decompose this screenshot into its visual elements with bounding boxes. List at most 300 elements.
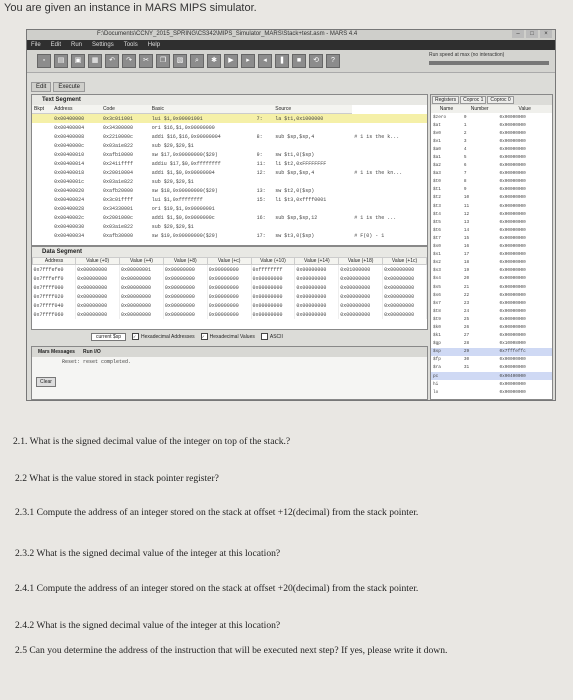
register-value[interactable]: 0x00000000 <box>499 308 526 314</box>
data-address-cell: 0x7fffeff0 <box>33 274 76 283</box>
register-value[interactable]: 0x00000000 <box>499 114 526 120</box>
text-segment-cell-1: 0x2001000c <box>102 214 133 221</box>
text-segment-cell-4: li $t3,0xffff0001 <box>275 196 327 203</box>
find-icon[interactable]: ⌕ <box>190 54 204 68</box>
text-segment-cell-5 <box>352 150 427 159</box>
data-value-cell: 0x00000000 <box>295 265 339 275</box>
breakpoint-checkbox[interactable] <box>32 141 52 150</box>
register-name: $fp <box>433 357 441 363</box>
text-segment-cell-4: sw $t3,0($sp) <box>275 232 315 239</box>
register-value[interactable]: 0x00000000 <box>499 155 526 161</box>
tab-coproc1[interactable]: Coproc 1 <box>460 96 486 104</box>
text-segment-cell-0: 0x00400010 <box>54 151 85 158</box>
table-row[interactable] <box>32 204 427 213</box>
data-address-cell: 0x7ffff040 <box>33 301 76 310</box>
save-icon[interactable]: ▣ <box>71 54 85 68</box>
text-segment-cell-1: 0x20010004 <box>102 169 133 176</box>
register-number: 23 <box>463 300 470 306</box>
register-value[interactable]: 0x00000000 <box>499 211 526 217</box>
table-row[interactable] <box>32 123 427 132</box>
register-number: 5 <box>463 155 467 161</box>
text-segment-cell-1: 0x3c01ffff <box>102 196 133 203</box>
breakpoint-checkbox[interactable] <box>32 195 52 204</box>
register-value[interactable]: 0x00000000 <box>499 381 526 387</box>
text-segment-cell-0: 0x0040000c <box>54 142 85 149</box>
text-segment-cell-3: 11: <box>256 160 266 167</box>
print-icon[interactable]: ▦ <box>88 54 102 68</box>
register-number: 15 <box>463 235 470 241</box>
text-segment-cell-2: ori $19,$1,0x00000001 <box>151 205 215 212</box>
text-segment-cell-2: addi $16,$16,0x00000004 <box>151 133 221 140</box>
text-segment-cell-4: sub $sp,$sp,12 <box>275 214 318 221</box>
hex-addresses-label: Hexadecimal Addresses <box>141 333 195 340</box>
register-number: 20 <box>463 276 470 282</box>
register-value[interactable]: 0x00000000 <box>499 333 526 339</box>
text-segment-cell-4: sw $t1,0($sp) <box>275 151 315 158</box>
text-segment-cell-0: 0x00400024 <box>54 196 85 203</box>
messages-panel <box>31 346 428 400</box>
register-value[interactable]: 0x00000000 <box>499 171 526 177</box>
table-row <box>33 274 427 283</box>
table-row[interactable] <box>32 222 427 231</box>
question-2-3-1: 2.3.1 Compute the address of an integer stored on the stack at offset +12(decimal) from the stack pointer. <box>15 507 419 518</box>
table-row <box>431 275 552 283</box>
data-value-cell: 0x00000000 <box>251 301 295 310</box>
register-name: $t1 <box>433 187 441 193</box>
data-segment-title: Data Segment <box>32 247 427 257</box>
pause-icon[interactable]: ❚ <box>275 54 289 68</box>
register-value[interactable]: 0x00000000 <box>499 187 526 193</box>
menu-settings[interactable]: Settings <box>92 42 114 48</box>
table-row <box>431 332 552 340</box>
table-row[interactable] <box>32 159 427 168</box>
text-segment-cell-4: sub $sp,$sp,4 <box>275 133 315 140</box>
data-value-cell: 0x00000000 <box>120 310 164 319</box>
data-value-cell: 0x00000000 <box>339 274 383 283</box>
data-segment-header-2: Value (+4) <box>120 258 164 265</box>
register-value[interactable]: 0x00000000 <box>499 252 526 258</box>
data-value-cell: 0xffffffff <box>251 265 295 275</box>
text-segment-cell-4: la $t1,0x1000000 <box>273 114 352 124</box>
register-value[interactable]: 0x00000000 <box>499 357 526 363</box>
register-name: $zero <box>433 114 447 120</box>
register-number: 24 <box>463 308 470 314</box>
data-segment-header-3: Value (+8) <box>163 258 207 265</box>
text-segment-cell-5 <box>352 159 427 168</box>
register-name: $s3 <box>433 268 441 274</box>
register-name: $s5 <box>433 284 441 290</box>
paste-icon[interactable]: ▧ <box>173 54 187 68</box>
breakpoint-checkbox[interactable] <box>32 150 52 159</box>
data-value-cell: 0x00000000 <box>295 310 339 319</box>
table-row[interactable] <box>32 186 427 195</box>
register-name: $a3 <box>433 171 441 177</box>
table-row <box>431 121 552 129</box>
text-segment-title: Text Segment <box>32 95 427 105</box>
text-segment-cell-0: 0x00400000 <box>52 114 101 124</box>
breakpoint-checkbox[interactable] <box>32 123 52 132</box>
table-row <box>431 202 552 210</box>
ascii-checkbox[interactable] <box>261 333 283 340</box>
question-2-4-1: 2.4.1 Compute the address of an integer stored on the stack at offset +20(decimal) from the stack pointer. <box>15 583 419 594</box>
breakpoint-checkbox[interactable] <box>32 132 52 141</box>
tab-coproc0[interactable]: Coproc 0 <box>487 96 513 104</box>
register-value[interactable]: 0x00000000 <box>499 203 526 209</box>
table-row <box>431 178 552 186</box>
text-segment-table <box>32 105 427 240</box>
table-row <box>431 226 552 234</box>
data-value-cell: 0x00000000 <box>163 310 207 319</box>
breakpoint-checkbox[interactable] <box>32 204 52 213</box>
table-row <box>431 259 552 267</box>
menu-tools[interactable]: Tools <box>123 42 138 48</box>
register-value[interactable]: 0x00000000 <box>499 300 526 306</box>
register-value[interactable]: 0x00000000 <box>499 195 526 201</box>
register-value[interactable]: 0x00000000 <box>499 235 526 241</box>
register-value[interactable]: 0x00000000 <box>499 227 526 233</box>
menu-run[interactable]: Run <box>71 42 83 48</box>
table-row[interactable] <box>32 114 427 124</box>
text-segment-cell-5 <box>352 141 427 150</box>
breakpoint-checkbox[interactable] <box>32 222 52 231</box>
undo-icon[interactable]: ↶ <box>105 54 119 68</box>
register-value[interactable]: 0x00000000 <box>499 163 526 169</box>
breakpoint-checkbox[interactable] <box>32 186 52 195</box>
data-value-cell: 0x00000000 <box>383 265 427 275</box>
text-segment-cell-1: 0xafb30000 <box>102 232 133 239</box>
text-segment-cell-3: 7: <box>255 114 274 124</box>
register-number: 16 <box>463 244 470 250</box>
register-value[interactable]: 0x00000000 <box>499 244 526 250</box>
table-row <box>431 170 552 178</box>
register-value[interactable]: 0x00000000 <box>499 179 526 185</box>
register-value[interactable]: 0x00000000 <box>499 389 526 395</box>
register-name: lo <box>433 389 439 395</box>
tab-execute[interactable]: Execute <box>53 82 85 92</box>
table-row[interactable] <box>32 231 427 240</box>
data-value-cell: 0x00000000 <box>251 310 295 319</box>
data-value-cell: 0x00000000 <box>120 283 164 292</box>
minimize-icon[interactable]: – <box>512 30 524 38</box>
register-number: 10 <box>463 195 470 201</box>
data-value-cell: 0x00000000 <box>207 283 251 292</box>
text-segment-cell-4 <box>273 177 352 186</box>
table-row <box>431 291 552 299</box>
text-segment-cell-0: 0x0040001c <box>54 178 85 185</box>
register-value[interactable]: 0x00000000 <box>499 268 526 274</box>
tab-mars-messages[interactable]: Mars Messages <box>38 349 75 355</box>
text-segment-cell-1: 0x03a1e822 <box>102 142 133 149</box>
data-value-cell: 0x00000000 <box>295 283 339 292</box>
cut-icon[interactable]: ✂ <box>139 54 153 68</box>
new-file-icon[interactable]: ▫ <box>37 54 51 68</box>
question-2-5: 2.5 Can you determine the address of the instruction that will be executed next step? If yes, please write it down. <box>15 645 448 656</box>
copy-icon[interactable]: ❐ <box>156 54 170 68</box>
question-2-2: 2.2 What is the value stored in stack pointer register? <box>15 473 219 484</box>
data-value-cell: 0x00000000 <box>76 310 120 319</box>
text-segment-cell-2: sw $19,0x00000000($29) <box>151 232 218 239</box>
open-file-icon[interactable]: ▤ <box>54 54 68 68</box>
backstep-icon[interactable]: ◂ <box>258 54 272 68</box>
data-address-cell: 0x7ffff060 <box>33 310 76 319</box>
register-number: 29 <box>462 348 498 356</box>
data-value-cell: 0x01000000 <box>339 265 383 275</box>
data-segment-panel <box>31 246 428 330</box>
table-row <box>431 210 552 218</box>
text-segment-cell-1: 0x2411ffff <box>102 160 133 167</box>
data-value-cell: 0x00000000 <box>76 292 120 301</box>
text-segment-cell-0: 0x00400028 <box>54 205 85 212</box>
breakpoint-checkbox[interactable] <box>32 168 52 177</box>
register-value[interactable]: 0x00000000 <box>499 324 526 330</box>
text-segment-cell-2: sub $29,$29,$1 <box>151 178 194 185</box>
data-value-cell: 0x00000000 <box>383 310 427 319</box>
text-segment-cell-2: addi $1,$0,0x0000000c <box>151 214 215 221</box>
data-value-cell: 0x00000000 <box>120 301 164 310</box>
messages-text: Reset: reset completed. <box>62 359 132 365</box>
register-value[interactable]: 0x00400000 <box>497 372 552 380</box>
table-row <box>431 340 552 348</box>
data-value-cell: 0x00000000 <box>120 292 164 301</box>
data-value-cell: 0x00000000 <box>383 292 427 301</box>
data-value-cell: 0x00000000 <box>295 292 339 301</box>
text-segment-cell-3 <box>255 177 274 186</box>
table-row[interactable] <box>32 150 427 159</box>
table-row <box>431 218 552 226</box>
table-row <box>431 380 552 388</box>
close-icon[interactable]: × <box>540 30 552 38</box>
text-segment-cell-4 <box>273 123 352 132</box>
breakpoint-checkbox[interactable] <box>32 177 52 186</box>
text-segment-cell-1: 0x34300000 <box>102 124 133 131</box>
data-segment-header-1: Value (+0) <box>76 258 120 265</box>
data-value-cell: 0x00000000 <box>383 274 427 283</box>
text-segment-cell-4 <box>273 141 352 150</box>
register-name: $a0 <box>433 146 441 152</box>
text-segment-cell-1: 0xafb20000 <box>102 187 133 194</box>
data-value-cell: 0x00000000 <box>76 265 120 275</box>
data-value-cell: 0x00000000 <box>163 292 207 301</box>
text-segment-cell-1: 0x03a1e822 <box>102 178 133 185</box>
reset-icon[interactable]: ⟲ <box>309 54 323 68</box>
text-segment-cell-0: 0x00400018 <box>54 169 85 176</box>
data-value-cell: 0x00000000 <box>339 301 383 310</box>
data-value-cell: 0x00000000 <box>207 301 251 310</box>
register-name: $s6 <box>433 292 441 298</box>
register-name: $at <box>433 122 441 128</box>
table-row[interactable] <box>32 132 427 141</box>
register-value[interactable]: 0x00000000 <box>499 130 526 136</box>
table-row[interactable] <box>32 213 427 222</box>
table-row[interactable] <box>32 195 427 204</box>
data-value-cell: 0x00000000 <box>163 265 207 275</box>
menu-edit[interactable]: Edit <box>50 42 62 48</box>
data-value-cell: 0x00000000 <box>76 274 120 283</box>
table-row <box>33 301 427 310</box>
text-segment-cell-0: 0x00400020 <box>54 187 85 194</box>
menu-file[interactable]: File <box>31 42 41 48</box>
breakpoint-checkbox[interactable] <box>32 159 52 168</box>
text-segment-cell-3: 8: <box>256 133 263 140</box>
registers-table <box>431 105 552 396</box>
breakpoint-checkbox[interactable] <box>32 231 52 240</box>
text-segment-cell-4: sub $sp,$sp,4 <box>275 169 315 176</box>
hex-addresses-checkbox[interactable] <box>132 333 195 340</box>
text-segment-panel <box>31 94 428 246</box>
text-segment-cell-3 <box>255 222 274 231</box>
data-value-cell: 0x00000000 <box>251 283 295 292</box>
register-number: 1 <box>463 122 467 128</box>
text-segment-header-3: Basic <box>150 105 255 114</box>
table-row[interactable] <box>32 141 427 150</box>
register-number: 25 <box>463 316 470 322</box>
data-segment-header-6: Value (+14) <box>295 258 339 265</box>
hex-values-checkbox[interactable] <box>201 333 255 340</box>
table-row[interactable] <box>32 168 427 177</box>
data-value-cell: 0x00000000 <box>207 274 251 283</box>
register-number: 31 <box>463 365 470 371</box>
register-name: $t8 <box>433 308 441 314</box>
data-value-cell: 0x00000000 <box>207 265 251 275</box>
register-number: 11 <box>463 203 470 209</box>
text-segment-cell-5 <box>352 195 427 204</box>
breakpoint-checkbox[interactable] <box>32 114 52 124</box>
text-segment-cell-2: sub $29,$29,$1 <box>151 223 194 230</box>
stop-icon[interactable]: ■ <box>292 54 306 68</box>
register-number: 28 <box>463 341 470 347</box>
register-name: $k0 <box>433 324 441 330</box>
text-segment-cell-3 <box>255 204 274 213</box>
text-segment-cell-5 <box>352 114 427 124</box>
table-row <box>431 162 552 170</box>
text-segment-cell-1: 0xafb10000 <box>102 151 133 158</box>
clear-button[interactable]: Clear <box>36 377 56 387</box>
maximize-icon[interactable]: □ <box>526 30 538 38</box>
run-icon[interactable]: ▶ <box>224 54 238 68</box>
register-number: 26 <box>463 324 470 330</box>
question-2-1: 2.1. What is the signed decimal value of the integer on top of the stack.? <box>13 436 291 447</box>
table-row <box>431 299 552 307</box>
assemble-icon[interactable]: ✱ <box>207 54 221 68</box>
register-value[interactable]: 0x00000000 <box>499 219 526 225</box>
tab-edit[interactable]: Edit <box>31 82 51 92</box>
text-segment-cell-0: 0x00400014 <box>54 160 85 167</box>
register-number: 22 <box>463 292 470 298</box>
data-value-cell: 0x00000000 <box>163 301 207 310</box>
text-segment-header-4 <box>255 105 274 114</box>
register-number: 9 <box>463 187 467 193</box>
data-segment-header-0: Address <box>33 258 76 265</box>
register-value[interactable]: 0x00000000 <box>499 146 526 152</box>
step-icon[interactable]: ▸ <box>241 54 255 68</box>
table-row[interactable] <box>32 177 427 186</box>
registers-header-1: Number <box>462 105 498 113</box>
register-value[interactable]: 0x00000000 <box>499 276 526 282</box>
text-segment-cell-1: 0x3c011001 <box>101 114 150 124</box>
text-segment-cell-2: addiu $17,$0,0xffffffff <box>151 160 221 167</box>
register-value[interactable]: 0x00000000 <box>499 316 526 322</box>
hex-values-label: Hexadecimal Values <box>209 333 255 340</box>
register-value[interactable]: 0x00000000 <box>499 138 526 144</box>
text-segment-cell-3: 13: <box>256 187 266 194</box>
data-value-cell: 0x00000000 <box>295 274 339 283</box>
register-name: $s4 <box>433 276 441 282</box>
register-value[interactable]: 0x10008000 <box>499 341 526 347</box>
menu-bar <box>27 40 555 50</box>
text-segment-cell-3: 12: <box>256 169 266 176</box>
data-address-cell: 0x7ffff000 <box>33 283 76 292</box>
registers-header-0: Name <box>431 105 462 113</box>
redo-icon[interactable]: ↷ <box>122 54 136 68</box>
register-number: 17 <box>463 252 470 258</box>
text-segment-cell-2: sw $18,0x00000000($29) <box>151 187 218 194</box>
table-row <box>431 145 552 153</box>
data-value-cell: 0x00000000 <box>339 292 383 301</box>
register-value[interactable]: 0x7fffeffc <box>497 348 552 356</box>
register-number: 4 <box>463 146 467 152</box>
tab-registers[interactable]: Registers <box>432 96 459 104</box>
text-segment-cell-5: # 1 is the k... <box>354 133 400 140</box>
data-value-cell: 0x00000000 <box>383 283 427 292</box>
text-segment-cell-0: 0x0040002c <box>54 214 85 221</box>
table-row <box>431 186 552 194</box>
text-segment-cell-3: 15: <box>256 196 266 203</box>
text-segment-cell-2: lui $1,0xffffffff <box>151 196 203 203</box>
data-value-cell: 0x00000000 <box>207 310 251 319</box>
register-value[interactable]: 0x00000000 <box>499 292 526 298</box>
register-number: 2 <box>463 130 467 136</box>
text-segment-cell-2: sw $17,0x00000000($29) <box>151 151 218 158</box>
text-segment-cell-0: 0x00400030 <box>54 223 85 230</box>
register-name: hi <box>433 381 439 387</box>
register-name: $t7 <box>433 235 441 241</box>
register-number: 14 <box>463 227 470 233</box>
breakpoint-checkbox[interactable] <box>32 213 52 222</box>
table-row <box>431 267 552 275</box>
text-segment-cell-3 <box>255 141 274 150</box>
help-icon[interactable]: ? <box>326 54 340 68</box>
data-segment-header-4: Value (+c) <box>207 258 251 265</box>
table-row <box>33 283 427 292</box>
register-name: $s1 <box>433 252 441 258</box>
data-value-cell: 0x00000000 <box>383 301 427 310</box>
questions-section <box>0 400 573 700</box>
text-segment-cell-1: 0x34330001 <box>102 205 133 212</box>
table-row <box>431 251 552 259</box>
data-value-cell: 0x00000000 <box>207 292 251 301</box>
toolbar <box>27 50 555 73</box>
menu-help[interactable]: Help <box>147 42 161 48</box>
register-value[interactable]: 0x00000000 <box>499 260 526 266</box>
register-value[interactable]: 0x00000000 <box>499 365 526 371</box>
register-name: $t3 <box>433 203 441 209</box>
register-number: 30 <box>463 357 470 363</box>
tab-run-io[interactable]: Run I/O <box>82 349 101 355</box>
run-speed-slider[interactable] <box>429 61 549 65</box>
run-speed-control[interactable] <box>429 52 549 65</box>
register-value[interactable]: 0x00000000 <box>499 284 526 290</box>
register-value[interactable]: 0x00000000 <box>499 122 526 128</box>
register-number: 19 <box>463 268 470 274</box>
title-bar <box>27 30 555 40</box>
register-number: 27 <box>463 333 470 339</box>
text-segment-cell-4: li $t2,0xFFFFFFFF <box>275 160 327 167</box>
data-value-cell: 0x00000000 <box>339 283 383 292</box>
segment-select[interactable]: current $sp <box>91 333 126 341</box>
register-number: 12 <box>463 211 470 217</box>
register-number <box>462 372 498 380</box>
data-value-cell: 0x00000000 <box>76 283 120 292</box>
